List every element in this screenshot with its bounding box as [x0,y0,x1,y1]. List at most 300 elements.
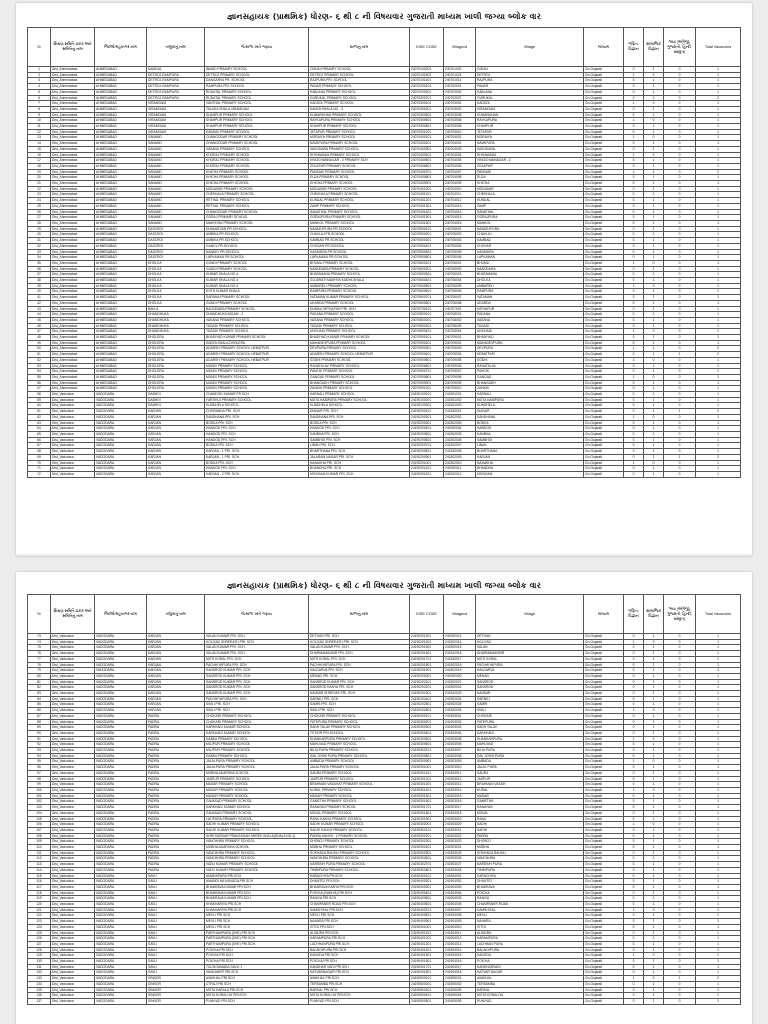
cell-dise: 24070600101 [410,260,444,266]
cell-dise: 24070500301 [410,238,444,244]
cell-sr: 127 [28,941,51,947]
cell-medium: Gn-Gujarati [584,466,624,472]
cell-sr: 112 [28,856,51,862]
cell-total: 1 [696,226,741,232]
cell-sr: 12 [28,129,51,135]
cell-taluka-name: AHMEDABAD [95,101,147,107]
cell-lang: 0 [664,374,696,380]
cell-taluka-name: VADODARA [95,668,147,674]
cell-dise: 24190400501 [410,896,444,902]
cell-school-old: KOLIYAD SHREEATH PRI. SCH [205,639,309,645]
cell-taluka-name: VADODARA [95,850,147,856]
cell-sr: 69 [28,454,51,460]
cell-total: 1 [696,742,741,748]
cell-total: 1 [696,380,741,386]
cell-school: PANCHI PRIMARY SCHOOL [309,369,410,375]
cell-village: KAMBAD [476,238,584,244]
vacancy-table [27,27,741,478]
cell-district: Dist_Ahmedabad [51,118,95,124]
cell-math: 0 [624,696,644,702]
cell-district: Dist_Vadodara [51,850,95,856]
cell-village-code: 241904017 [444,964,476,970]
cell-village: KARKHADI [476,730,584,736]
cell-social: 1 [644,856,664,862]
cell-lang: 0 [664,673,696,679]
cell-school: SIMLI PRI. SCH [309,708,410,714]
cell-lang: 0 [664,793,696,799]
cell-taluka: KARJAN [147,443,205,449]
cell-district: Dist_Ahmedabad [51,89,95,95]
cell-district: Dist_Ahmedabad [51,363,95,369]
cell-dise: 24190401101 [410,930,444,936]
cell-taluka-name: AHMEDABAD [95,238,147,244]
cell-math: 0 [624,634,644,640]
cell-medium: Gn-Gujarati [584,352,624,358]
cell-dise: 24190300601 [410,742,444,748]
cell-district: Dist_Vadodara [51,930,95,936]
cell-math: 0 [624,89,644,95]
cell-village: KUNDHELA [476,403,584,409]
cell-sr: 9 [28,112,51,118]
cell-district: Dist_Ahmedabad [51,192,95,198]
cell-sr: 95 [28,759,51,765]
cell-math: 0 [624,369,644,375]
cell-total: 1 [696,924,741,930]
cell-dise: 24070500401 [410,243,444,249]
cell-taluka-name: AHMEDABAD [95,374,147,380]
cell-social: 1 [644,209,664,215]
cell-taluka: SANAND [147,181,205,187]
cell-total: 1 [696,907,741,913]
cell-total: 1 [696,175,741,181]
cell-dise: 24190401201 [410,936,444,942]
cell-dise: 24070800101 [410,312,444,318]
cell-sr: 52 [28,357,51,363]
cell-social: 1 [644,67,664,73]
cell-medium: Gn-Gujarati [584,471,624,477]
cell-lang: 0 [664,357,696,363]
cell-math: 1 [624,736,644,742]
cell-taluka-name: AHMEDABAD [95,289,147,295]
cell-village: TIMBIPURA [476,867,584,873]
document-page-2 [16,572,752,1024]
cell-village: VINOCHANNAGAR - 2 [476,158,584,164]
cell-sr: 1 [28,67,51,73]
cell-school: VASANA PRIMARY SCHOOL [309,317,410,323]
cell-village-code: 241903025 [444,850,476,856]
cell-taluka: SANAND [147,158,205,164]
cell-sr: 80 [28,673,51,679]
cell-sr: 82 [28,685,51,691]
cell-village: KANODA [476,953,584,959]
cell-school: DHARMAMANDIR PRI. SCH [309,651,410,657]
cell-taluka-name: AHMEDABAD [95,369,147,375]
cell-school-old: VADU KUMAR PRIMARY SCHOOL [205,862,309,868]
cell-medium: Gn-Gujarati [584,679,624,685]
cell-district: Dist_Vadodara [51,725,95,731]
cell-math: 0 [624,186,644,192]
cell-village: DHOLKA [476,278,584,284]
cell-medium: Gn-Gujarati [584,283,624,289]
cell-village-code: 240709007 [444,369,476,375]
cell-taluka-name: VADODARA [95,679,147,685]
cell-village: RAMPURA [476,289,584,295]
cell-social: 1 [644,890,664,896]
cell-lang: 0 [664,84,696,90]
cell-village-code: 240702002 [444,89,476,95]
cell-village-code: 241904015 [444,953,476,959]
cell-school-old: VASANA PRIMARY SCHOOL [205,146,309,152]
cell-lang: 0 [664,141,696,147]
cell-school-old: SANSROD KUMAR PRI. SCH [205,679,309,685]
cell-math: 0 [624,266,644,272]
cell-sr: 54 [28,369,51,375]
cell-lang: 0 [664,981,696,987]
cell-village-code: 241904002 [444,879,476,885]
cell-taluka-name: VADODARA [95,941,147,947]
cell-taluka: SANAND [147,209,205,215]
cell-total: 1 [696,651,741,657]
cell-school: POICHA PRI.SCH [309,959,410,965]
cell-school-old: MODASAR PRIMARY SCHOOL [205,186,309,192]
cell-medium: Gn-Gujarati [584,822,624,828]
header-social: સામાજિક વિજ્ઞાન [644,595,664,634]
cell-taluka-name: AHMEDABAD [95,152,147,158]
cell-medium: Gn-Gujarati [584,793,624,799]
cell-village: BHADRAVA [476,884,584,890]
cell-math: 0 [624,719,644,725]
cell-social: 0 [644,283,664,289]
cell-village-code: 240704006 [444,163,476,169]
cell-dise: 24190401601 [410,959,444,965]
cell-medium: Gn-Gujarati [584,941,624,947]
cell-village-code: 241903006 [444,742,476,748]
cell-total: 1 [696,656,741,662]
cell-math: 0 [624,352,644,358]
cell-school: AMBARELI PRIMARY SCHOOL [309,283,410,289]
cell-medium: Gn-Gujarati [584,289,624,295]
cell-medium: Gn-Gujarati [584,243,624,249]
cell-social: 1 [644,380,664,386]
cell-medium: Gn-Gujarati [584,72,624,78]
cell-taluka-name: AHMEDABAD [95,346,147,352]
cell-taluka: PADRA [147,805,205,811]
cell-sr: 108 [28,833,51,839]
cell-social: 1 [644,776,664,782]
cell-school-old: DANGARVA PR. SCHOOL [205,78,309,84]
cell-medium: Gn-Gujarati [584,437,624,443]
cell-total: 1 [696,158,741,164]
cell-village-code: 241902013 [444,634,476,640]
cell-school-old: SANSROD KUMAR PRI. SCH [205,668,309,674]
cell-lang: 0 [664,959,696,965]
cell-lang: 0 [664,907,696,913]
cell-village-code: 240704008 [444,175,476,181]
cell-village: JALAL PURA [476,765,584,771]
cell-district: Dist_Vadodara [51,976,95,982]
cell-total: 1 [696,72,741,78]
cell-school: KABLANA PRIMARY SCHOOL [309,89,410,95]
cell-math: 0 [624,272,644,278]
cell-dise: 24190201601 [410,651,444,657]
cell-medium: Gn-Gujarati [584,392,624,398]
cell-math: 0 [624,936,644,942]
cell-village: LACHHAN PURA [476,941,584,947]
cell-social: 1 [644,203,664,209]
cell-medium: Gn-Gujarati [584,129,624,135]
cell-medium: Gn-Gujarati [584,460,624,466]
cell-social: 1 [644,873,664,879]
cell-social: 1 [644,192,664,198]
cell-lang: 0 [664,112,696,118]
cell-taluka: KARJAN [147,634,205,640]
cell-taluka: PADRA [147,719,205,725]
cell-village-code: 241904007 [444,907,476,913]
cell-sr: 4 [28,84,51,90]
cell-taluka-name: AHMEDABAD [95,220,147,226]
cell-village-code: 241904011 [444,930,476,936]
cell-village-code: 241903012 [444,776,476,782]
cell-village: BHUMLI [476,260,584,266]
header-district: શિક્ષણ સમિતિ પ્રકાર અને સમિતિનું નામ [51,595,95,634]
cell-social: 1 [644,833,664,839]
cell-village: CHAMPANER ROAD [476,902,584,908]
cell-total: 1 [696,884,741,890]
cell-social: 1 [644,742,664,748]
cell-social: 0 [644,708,664,714]
cell-math: 0 [624,471,644,477]
cell-sr: 3 [28,78,51,84]
cell-sr: 32 [28,243,51,249]
cell-school: KADSOL PRIMARY SCHOOL [309,101,410,107]
cell-sr: 33 [28,249,51,255]
cell-total: 1 [696,873,741,879]
cell-school: BODKA PRI. SCH [309,420,410,426]
cell-school: BHADIYAD KUMAR PRIMARY SCHOOL [309,335,410,341]
cell-village-code: 241903018 [444,810,476,816]
cell-sr: 36 [28,266,51,272]
cell-taluka: DASCROI [147,232,205,238]
cell-math: 0 [624,232,644,238]
cell-taluka-name: VADODARA [95,460,147,466]
cell-math: 0 [624,793,644,799]
cell-taluka: PADRA [147,816,205,822]
cell-math: 1 [624,357,644,363]
cell-total: 1 [696,215,741,221]
cell-taluka: VIRAMGAM [147,106,205,112]
cell-sr: 46 [28,323,51,329]
cell-village: SANATHAL [476,209,584,215]
cell-medium: Gn-Gujarati [584,833,624,839]
cell-lang: 0 [664,306,696,312]
cell-total: 1 [696,845,741,851]
cell-village: RAJPURA [476,78,584,84]
cell-school: KUNDHELA SCHOOL [309,403,410,409]
cell-sr: 96 [28,765,51,771]
cell-social: 0 [644,72,664,78]
cell-dise: 24190401401 [410,947,444,953]
cell-medium: Gn-Gujarati [584,255,624,261]
cell-social: 0 [644,822,664,828]
cell-taluka: DABHOI [147,397,205,403]
cell-school: PANAR PRIMARY SCHOOL [309,84,410,90]
cell-medium: Gn-Gujarati [584,363,624,369]
cell-sr: 25 [28,203,51,209]
cell-district: Dist_Ahmedabad [51,306,95,312]
cell-sr: 11 [28,124,51,130]
header-taluka-name: જિલ્લો/મહાનગર નામ [95,28,147,67]
cell-taluka: PADRA [147,759,205,765]
cell-dise: 24070200101 [410,84,444,90]
cell-sr: 93 [28,748,51,754]
cell-lang: 1 [664,409,696,415]
cell-village-code: 241903019 [444,816,476,822]
cell-taluka-name: AHMEDABAD [95,124,147,130]
header-taluka: તાલુકાનું નામ [147,28,205,67]
cell-social: 0 [644,135,664,141]
document-title: જ્ઞાનસહાયક (પ્રાથમિક) ધોરણ- ૬ થી ૮ ની વિષયવાર ગુજરાતી માધ્યમ ખાલી જગ્યા બ્લોક વાર [226,581,542,590]
cell-lang: 0 [664,238,696,244]
header-taluka-name: જિલ્લો/મહાનગર નામ [95,595,147,634]
cell-medium: Gn-Gujarati [584,645,624,651]
cell-social: 1 [644,753,664,759]
cell-taluka-name: VADODARA [95,822,147,828]
cell-math: 0 [624,981,644,987]
cell-medium: Gn-Gujarati [584,386,624,392]
header-total: Total Vacancies [696,28,741,67]
cell-lang: 0 [664,78,696,84]
cell-district: Dist_Vadodara [51,770,95,776]
cell-sr: 57 [28,386,51,392]
cell-school-old: CHEKHALA PRIMARY SCHOOL [205,192,309,198]
cell-dise: 24070102402 [410,72,444,78]
cell-taluka-name: VADODARA [95,862,147,868]
cell-dise: 24190500101 [410,976,444,982]
cell-dise: 24070101401 [410,78,444,84]
cell-village: KASINDRA [476,249,584,255]
cell-village-code: 241903004 [444,730,476,736]
cell-village-code: 240709006 [444,363,476,369]
cell-village: BHADIYAD [476,335,584,341]
cell-medium: Gn-Gujarati [584,993,624,999]
cell-taluka-name: VADODARA [95,725,147,731]
cell-dise: 24190300801 [410,753,444,759]
cell-school-old: FARTIKUI PRIMARY SCHOOL [205,397,309,403]
cell-lang: 0 [664,651,696,657]
cell-medium: Gn-Gujarati [584,856,624,862]
cell-village-code: 240705005 [444,249,476,255]
cell-total: 1 [696,249,741,255]
cell-lang: 0 [664,947,696,953]
cell-district: Dist_Ahmedabad [51,129,95,135]
cell-school: PANSADI PRIMARY SCHOOL [309,169,410,175]
cell-village: CHEKHALA [476,192,584,198]
cell-sr: 98 [28,776,51,782]
cell-social: 1 [644,673,664,679]
cell-district: Dist_Ahmedabad [51,209,95,215]
cell-village: KANBHA [476,432,584,438]
cell-medium: Gn-Gujarati [584,787,624,793]
cell-dise: 24190300301 [410,725,444,731]
cell-school: SADHI KUMAR PRIMARY SCHOOL [309,822,410,828]
cell-dise: 24070401601 [410,220,444,226]
cell-school-old: KUMAR SHALA NO-4 [205,272,309,278]
cell-sr: 103 [28,805,51,811]
cell-taluka-name: VADODARA [95,953,147,959]
cell-social: 1 [644,765,664,771]
cell-taluka-name: VADODARA [95,673,147,679]
cell-lang: 0 [664,414,696,420]
cell-taluka: DASCROI [147,238,205,244]
cell-taluka: DHOLERA [147,335,205,341]
cell-total: 1 [696,312,741,318]
cell-total: 1 [696,691,741,697]
cell-district: Dist_Vadodara [51,713,95,719]
cell-district: Dist_Vadodara [51,432,95,438]
cell-school-old: PARTHAMPURA (SHE) PRI.SCH [205,930,309,936]
cell-lang: 0 [664,902,696,908]
cell-dise: 24190302801 [410,867,444,873]
cell-social: 1 [644,106,664,112]
cell-medium: Gn-Gujarati [584,947,624,953]
cell-taluka-name: AHMEDABAD [95,306,147,312]
cell-lang: 0 [664,432,696,438]
cell-taluka: MANDAL [147,67,205,73]
cell-district: Dist_Vadodara [51,662,95,668]
cell-lang: 0 [664,964,696,970]
cell-taluka: BAVLA [147,306,205,312]
cell-math: 0 [624,306,644,312]
cell-sr: 111 [28,850,51,856]
cell-district: Dist_Vadodara [51,708,95,714]
cell-village-code: 240709008 [444,374,476,380]
cell-social: 1 [644,124,664,130]
cell-taluka-name: VADODARA [95,634,147,640]
cell-district: Dist_Vadodara [51,827,95,833]
cell-village: DHOBOJ [476,839,584,845]
cell-math: 0 [624,215,644,221]
cell-school: MOVAL PRIMARY SCHOOL [309,810,410,816]
cell-taluka-name: AHMEDABAD [95,295,147,301]
cell-medium: Gn-Gujarati [584,725,624,731]
cell-lang: 0 [664,776,696,782]
cell-dise: 24190500401 [410,993,444,999]
cell-medium: Gn-Gujarati [584,902,624,908]
cell-taluka: SANAND [147,192,205,198]
cell-medium: Gn-Gujarati [584,862,624,868]
cell-school-old: ADARSH PRIMARY SCHOOL HEBATPUR [205,346,309,352]
cell-social: 1 [644,987,664,993]
cell-social: 1 [644,981,664,987]
cell-lang: 0 [664,249,696,255]
cell-school-old: JASPUR PRIMARY SCHOOL [205,776,309,782]
cell-village-code: 240704012 [444,198,476,204]
cell-village-code: 241904013 [444,941,476,947]
cell-school-old: TALUKA SHALA VIRAMGAM [205,106,309,112]
cell-taluka-name: AHMEDABAD [95,186,147,192]
cell-social: 1 [644,278,664,284]
cell-math: 0 [624,645,644,651]
cell-village-code: 240708002 [444,317,476,323]
cell-social: 1 [644,668,664,674]
cell-dise: 24190202401 [410,696,444,702]
cell-sr: 92 [28,742,51,748]
cell-math: 1 [624,152,644,158]
cell-lang: 0 [664,471,696,477]
cell-medium: Gn-Gujarati [584,827,624,833]
cell-medium: Gn-Gujarati [584,300,624,306]
cell-dise: 24190302001 [410,822,444,828]
